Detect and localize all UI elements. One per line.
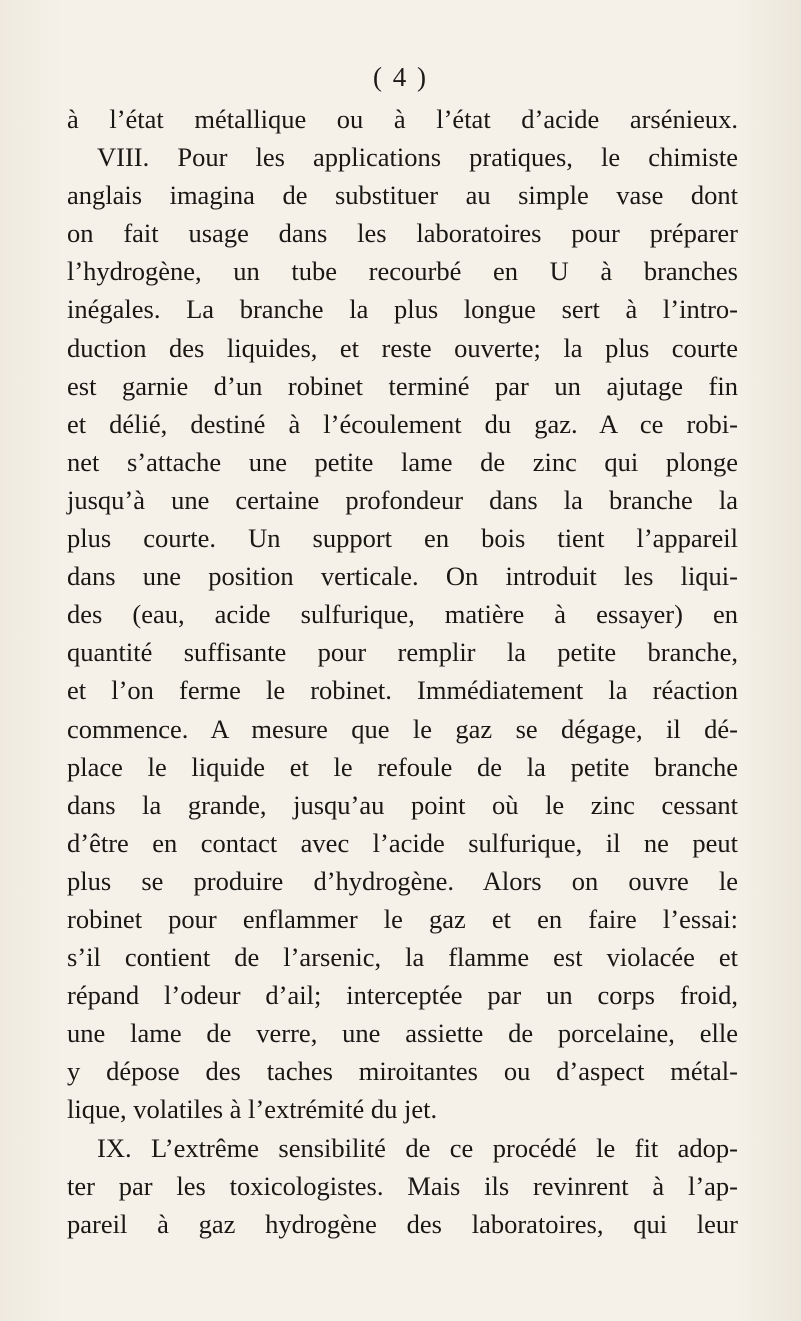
text-line: une lame de verre, une assiette de porcelaine, elle <box>67 1018 738 1049</box>
text-line: y dépose des taches miroitantes ou d’aspect métal- <box>67 1056 738 1087</box>
text-line: jusqu’à une certaine profondeur dans la branche la <box>67 484 738 515</box>
text-line: lique, volatiles à l’extrémité du jet. <box>67 1094 438 1125</box>
text-line: l’hydrogène, un tube recourbé en U à branches <box>67 256 738 287</box>
text-line: des (eau, acide sulfurique, matière à essayer) en <box>67 599 738 630</box>
text-line: robinet pour enflammer le gaz et en faire l’essai: <box>67 903 738 934</box>
text-line: à l’état métallique ou à l’état d’acide arsénieux. <box>67 104 738 134</box>
text-line: place le liquide et le refoule de la petite branche <box>67 751 738 782</box>
text-line: net s’attache une petite lame de zinc qui plonge <box>67 446 738 477</box>
text-line: dans la grande, jusqu’au point où le zinc cessant <box>67 789 738 820</box>
text-line: et l’on ferme le robinet. Immédiatement la réaction <box>67 675 738 706</box>
text-line: dans une position verticale. On introduit les liqui- <box>67 561 738 592</box>
text-line: anglais imagina de substituer au simple vase dont <box>67 180 738 211</box>
body-text <box>67 100 738 1243</box>
text-line: duction des liquides, et reste ouverte; la plus courte <box>67 332 738 363</box>
text-line: répand l’odeur d’ail; interceptée par un corps froid, <box>67 980 738 1011</box>
page-number: ( 4 ) <box>373 62 428 92</box>
text-line: plus se produire d’hydrogène. Alors on ouvre le <box>67 865 738 896</box>
text-line: plus courte. Un support en bois tient l’appareil <box>67 523 738 554</box>
text-line: s’il contient de l’arsenic, la flamme est violacée et <box>67 942 738 973</box>
text-line: pareil à gaz hydrogène des laboratoires, qui leur <box>67 1208 738 1239</box>
text-line: VIII. Pour les applications pratiques, le chimiste <box>97 142 738 173</box>
text-line: quantité suffisante pour remplir la petite branche, <box>67 637 738 668</box>
text-line: IX. L’extrême sensibilité de ce procédé le fit adop- <box>97 1132 738 1163</box>
text-line: et délié, destiné à l’écoulement du gaz. A ce robi- <box>67 408 738 439</box>
text-line: inégales. La branche la plus longue sert à l’intro- <box>67 294 738 325</box>
text-line: commence. A mesure que le gaz se dégage, il dé- <box>67 713 738 744</box>
text-line: ter par les toxicologistes. Mais ils revinrent à l’ap- <box>67 1170 738 1201</box>
text-line: on fait usage dans les laboratoires pour préparer <box>67 218 738 249</box>
text-line: est garnie d’un robinet terminé par un ajutage fin <box>67 370 738 401</box>
text-line: d’être en contact avec l’acide sulfurique, il ne peut <box>67 827 738 858</box>
